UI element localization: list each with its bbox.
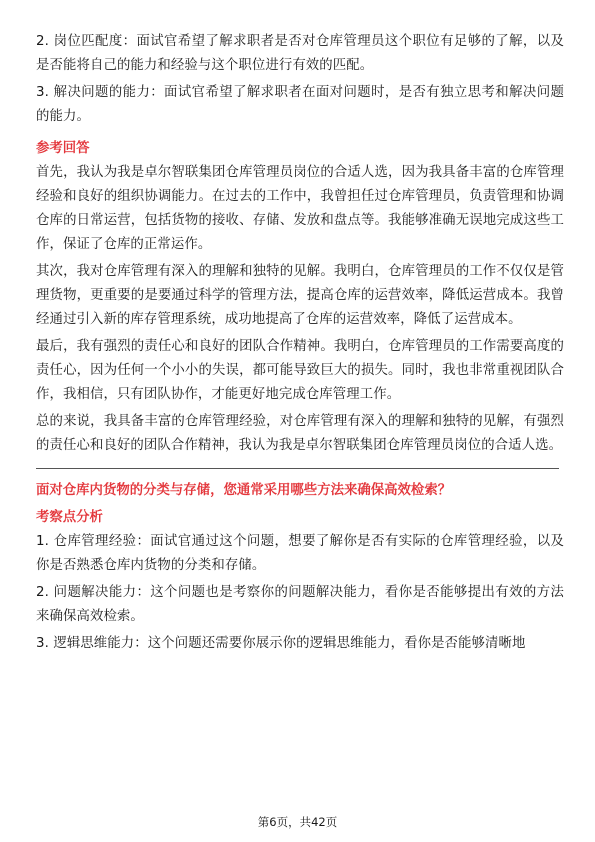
analysis-heading: 考察点分析	[36, 510, 103, 525]
page-content	[36, 30, 564, 656]
answer-paragraph: 其次，我对仓库管理有深入的理解和独特的见解。我明白，仓库管理员的工作不仅仅是管理货物，更重要的是要通过科学的管理方法，提高仓库的运营效率，降低运营成本。我曾经通过引入新的库存管理系统，成功地提高了仓库的运营效率，降低了运营成本。	[36, 264, 564, 327]
analysis-item: 2. 问题解决能力：这个问题也是考察你的问题解决能力，看你是否能够提出有效的方法来确保高效检索。	[36, 585, 564, 624]
answer-paragraph: 总的来说，我具备丰富的仓库管理经验，对仓库管理有深入的理解和独特的见解，有强烈的责任心和良好的团队合作精神，我认为我是卓尔智联集团仓库管理员岗位的合适人选。	[36, 414, 564, 453]
question-title: 面对仓库内货物的分类与存储，您通常采用哪些方法来确保高效检索？	[36, 483, 452, 498]
page-number-footer: 第6页，共42页	[257, 815, 338, 829]
answer-heading: 参考回答	[36, 141, 90, 156]
section-divider	[36, 468, 559, 469]
analysis-item: 1. 仓库管理经验：面试官通过这个问题，想要了解你是否有实际的仓库管理经验，以及你是否熟悉仓库内货物的分类和存储。	[36, 534, 564, 573]
criterion-item: 2. 岗位匹配度：面试官希望了解求职者是否对仓库管理员这个职位有足够的了解，以及是否能将自己的能力和经验与这个职位进行有效的匹配。	[36, 34, 564, 73]
answer-paragraph: 最后，我有强烈的责任心和良好的团队合作精神。我明白，仓库管理员的工作需要高度的责任心，因为任何一个小小的失误，都可能导致巨大的损失。同时，我也非常重视团队合作，我相信，只有团队协作，才能更好地完成仓库管理工作。	[36, 339, 564, 402]
criterion-item: 3. 解决问题的能力：面试官希望了解求职者在面对问题时，是否有独立思考和解决问题的能力。	[36, 85, 564, 124]
answer-paragraph: 首先，我认为我是卓尔智联集团仓库管理员岗位的合适人选，因为我具备丰富的仓库管理经验和良好的组织协调能力。在过去的工作中，我曾担任过仓库管理员，负责管理和协调仓库的日常运营，包括货物的接收、存储、发放和盘点等。我能够准确无误地完成这些工作，保证了仓库的正常运作。	[36, 165, 564, 252]
analysis-item: 3. 逻辑思维能力：这个问题还需要你展示你的逻辑思维能力，看你是否能够清晰地	[36, 636, 526, 651]
